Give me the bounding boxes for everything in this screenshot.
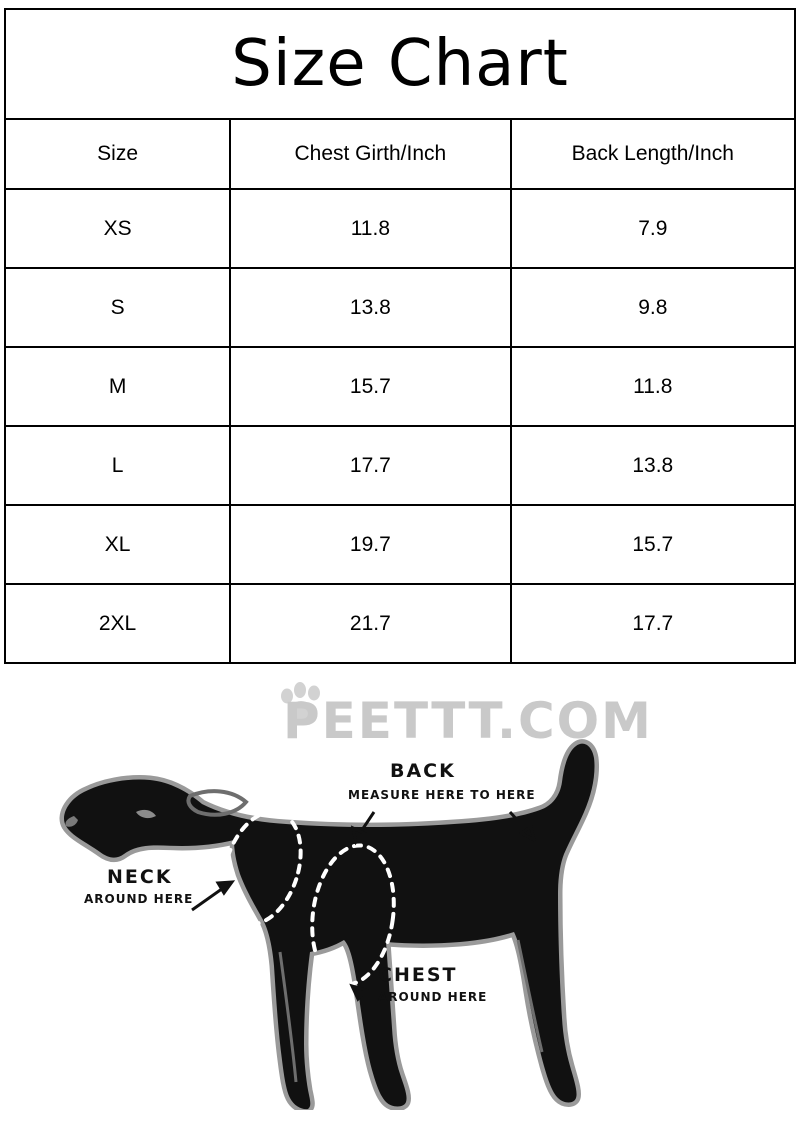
table-row (5, 505, 795, 584)
column-header-size: Size (5, 119, 230, 189)
label-neck-sub: AROUND HERE (84, 892, 194, 906)
measurement-illustration (0, 678, 800, 1127)
cell-size: 2XL (5, 584, 230, 663)
cell-chest: 15.7 (230, 347, 510, 426)
cell-chest: 11.8 (230, 189, 510, 268)
cell-size: S (5, 268, 230, 347)
cell-back: 15.7 (511, 505, 795, 584)
title-row (5, 9, 795, 119)
label-chest: CHEST (378, 964, 458, 986)
cell-back: 17.7 (511, 584, 795, 663)
cell-back: 11.8 (511, 347, 795, 426)
cell-chest: 19.7 (230, 505, 510, 584)
page-title: Size Chart (5, 9, 795, 119)
cell-back: 13.8 (511, 426, 795, 505)
size-chart-table (4, 8, 796, 664)
cell-size: XS (5, 189, 230, 268)
label-back: BACK (390, 760, 456, 782)
cell-chest: 17.7 (230, 426, 510, 505)
column-header-back: Back Length/Inch (511, 119, 795, 189)
watermark-text: PEETTT.COM (283, 692, 653, 750)
label-chest-sub: AROUND HERE (378, 990, 488, 1004)
cell-back: 9.8 (511, 268, 795, 347)
label-back-sub: MEASURE HERE TO HERE (348, 788, 536, 802)
table-header-row (5, 119, 795, 189)
table-row (5, 347, 795, 426)
cell-size: M (5, 347, 230, 426)
cell-size: XL (5, 505, 230, 584)
label-neck: NECK (107, 866, 173, 888)
column-header-chest: Chest Girth/Inch (230, 119, 510, 189)
cell-chest: 21.7 (230, 584, 510, 663)
table-row (5, 426, 795, 505)
size-chart-table-container (4, 8, 796, 664)
table-row (5, 584, 795, 663)
table-row (5, 268, 795, 347)
table-row (5, 189, 795, 268)
cell-back: 7.9 (511, 189, 795, 268)
cell-chest: 13.8 (230, 268, 510, 347)
cell-size: L (5, 426, 230, 505)
